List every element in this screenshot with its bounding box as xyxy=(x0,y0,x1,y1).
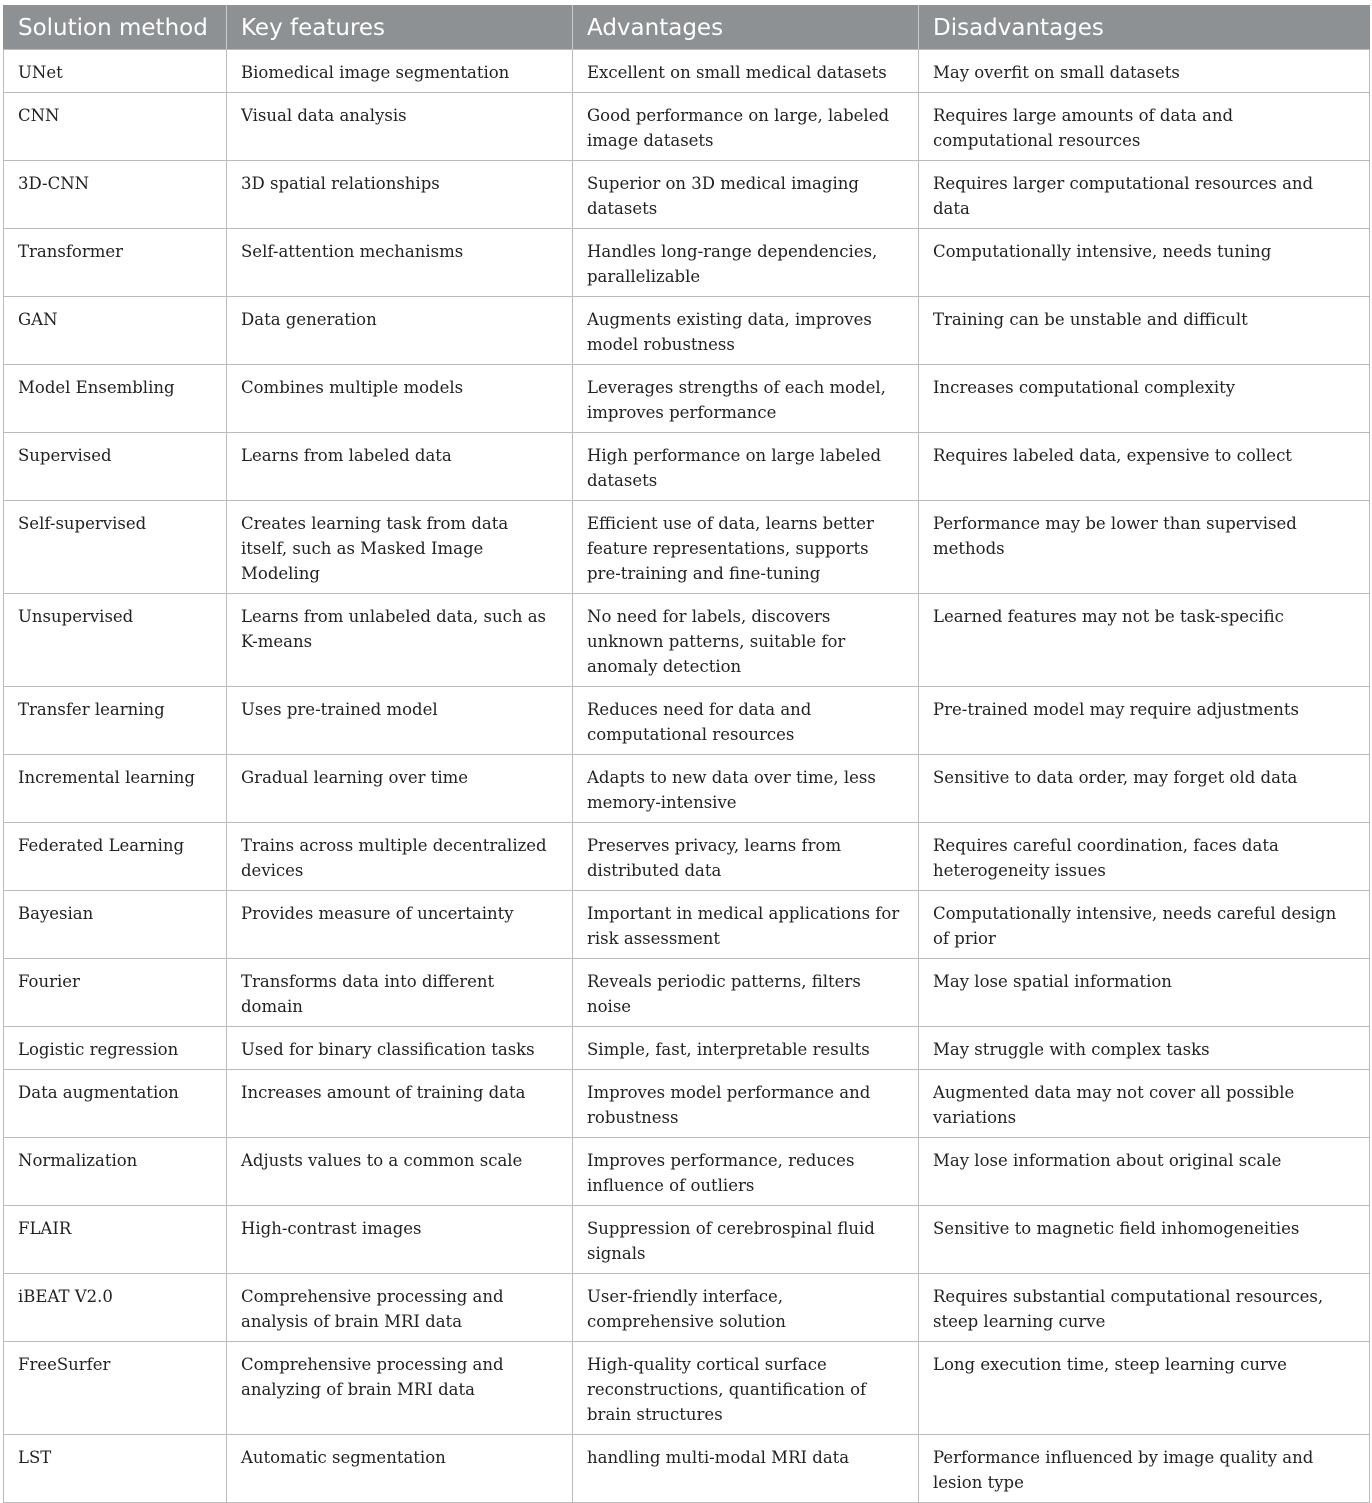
cell-key-features: Comprehensive processing and analyzing of brain MRI data xyxy=(227,1342,573,1435)
table-body xyxy=(4,50,1370,1503)
table-row xyxy=(4,959,1370,1027)
cell-key-features: Learns from unlabeled data, such as K-means xyxy=(227,594,573,687)
cell-disadvantages: Requires large amounts of data and computational resources xyxy=(919,93,1370,161)
table-header xyxy=(4,5,1370,50)
cell-advantages: Efficient use of data, learns better feature representations, supports pre-training and fine-tuning xyxy=(573,501,919,594)
comparison-table-container xyxy=(3,5,1369,1503)
table-row xyxy=(4,594,1370,687)
cell-advantages: Excellent on small medical datasets xyxy=(573,50,919,93)
solution-methods-table xyxy=(3,5,1370,1503)
cell-advantages: Good performance on large, labeled image datasets xyxy=(573,93,919,161)
cell-solution-method: Logistic regression xyxy=(4,1027,227,1070)
cell-disadvantages: Pre-trained model may require adjustments xyxy=(919,687,1370,755)
cell-solution-method: Transformer xyxy=(4,229,227,297)
table-row xyxy=(4,433,1370,501)
cell-solution-method: LST xyxy=(4,1435,227,1503)
cell-solution-method: Transfer learning xyxy=(4,687,227,755)
cell-solution-method: FreeSurfer xyxy=(4,1342,227,1435)
table-row xyxy=(4,50,1370,93)
cell-solution-method: CNN xyxy=(4,93,227,161)
cell-disadvantages: Learned features may not be task-specific xyxy=(919,594,1370,687)
cell-disadvantages: Performance may be lower than supervised methods xyxy=(919,501,1370,594)
cell-solution-method: iBEAT V2.0 xyxy=(4,1274,227,1342)
cell-solution-method: Normalization xyxy=(4,1138,227,1206)
cell-solution-method: Supervised xyxy=(4,433,227,501)
cell-disadvantages: Augmented data may not cover all possible variations xyxy=(919,1070,1370,1138)
cell-disadvantages: May overfit on small datasets xyxy=(919,50,1370,93)
table-row xyxy=(4,755,1370,823)
cell-advantages: Preserves privacy, learns from distributed data xyxy=(573,823,919,891)
cell-disadvantages: May lose information about original scale xyxy=(919,1138,1370,1206)
cell-solution-method: Federated Learning xyxy=(4,823,227,891)
cell-key-features: Used for binary classification tasks xyxy=(227,1027,573,1070)
cell-disadvantages: Computationally intensive, needs careful design of prior xyxy=(919,891,1370,959)
header-row xyxy=(4,5,1370,50)
cell-key-features: Combines multiple models xyxy=(227,365,573,433)
cell-key-features: Biomedical image segmentation xyxy=(227,50,573,93)
cell-advantages: Superior on 3D medical imaging datasets xyxy=(573,161,919,229)
table-row xyxy=(4,1027,1370,1070)
table-row xyxy=(4,687,1370,755)
cell-key-features: Gradual learning over time xyxy=(227,755,573,823)
cell-key-features: Uses pre-trained model xyxy=(227,687,573,755)
cell-solution-method: GAN xyxy=(4,297,227,365)
table-row xyxy=(4,161,1370,229)
cell-solution-method: Unsupervised xyxy=(4,594,227,687)
table-row xyxy=(4,1206,1370,1274)
cell-key-features: Trains across multiple decentralized devices xyxy=(227,823,573,891)
cell-solution-method: Self-supervised xyxy=(4,501,227,594)
cell-key-features: Learns from labeled data xyxy=(227,433,573,501)
cell-advantages: Important in medical applications for risk assessment xyxy=(573,891,919,959)
cell-advantages: Reveals periodic patterns, filters noise xyxy=(573,959,919,1027)
cell-key-features: Comprehensive processing and analysis of brain MRI data xyxy=(227,1274,573,1342)
table-row xyxy=(4,93,1370,161)
cell-solution-method: UNet xyxy=(4,50,227,93)
cell-advantages: Handles long-range dependencies, parallelizable xyxy=(573,229,919,297)
cell-advantages: Augments existing data, improves model robustness xyxy=(573,297,919,365)
cell-key-features: Provides measure of uncertainty xyxy=(227,891,573,959)
cell-disadvantages: Requires labeled data, expensive to collect xyxy=(919,433,1370,501)
cell-solution-method: Fourier xyxy=(4,959,227,1027)
table-row xyxy=(4,1274,1370,1342)
cell-disadvantages: Requires careful coordination, faces data heterogeneity issues xyxy=(919,823,1370,891)
table-row xyxy=(4,501,1370,594)
table-row xyxy=(4,1070,1370,1138)
cell-disadvantages: Sensitive to magnetic field inhomogeneities xyxy=(919,1206,1370,1274)
cell-solution-method: Model Ensembling xyxy=(4,365,227,433)
cell-key-features: High-contrast images xyxy=(227,1206,573,1274)
cell-solution-method: Data augmentation xyxy=(4,1070,227,1138)
cell-disadvantages: Long execution time, steep learning curve xyxy=(919,1342,1370,1435)
table-row xyxy=(4,1342,1370,1435)
cell-advantages: High performance on large labeled datasets xyxy=(573,433,919,501)
cell-advantages: Adapts to new data over time, less memory-intensive xyxy=(573,755,919,823)
cell-disadvantages: Training can be unstable and difficult xyxy=(919,297,1370,365)
cell-disadvantages: Sensitive to data order, may forget old data xyxy=(919,755,1370,823)
table-row xyxy=(4,297,1370,365)
cell-advantages: Improves performance, reduces influence of outliers xyxy=(573,1138,919,1206)
cell-disadvantages: May lose spatial information xyxy=(919,959,1370,1027)
cell-key-features: Creates learning task from data itself, such as Masked Image Modeling xyxy=(227,501,573,594)
cell-disadvantages: Computationally intensive, needs tuning xyxy=(919,229,1370,297)
header-disadvantages: Disadvantages xyxy=(919,5,1370,50)
cell-advantages: Simple, fast, interpretable results xyxy=(573,1027,919,1070)
table-row xyxy=(4,823,1370,891)
cell-solution-method: FLAIR xyxy=(4,1206,227,1274)
cell-advantages: handling multi-modal MRI data xyxy=(573,1435,919,1503)
cell-advantages: High-quality cortical surface reconstructions, quantification of brain structures xyxy=(573,1342,919,1435)
cell-key-features: Adjusts values to a common scale xyxy=(227,1138,573,1206)
cell-advantages: Improves model performance and robustness xyxy=(573,1070,919,1138)
cell-key-features: Data generation xyxy=(227,297,573,365)
cell-disadvantages: Increases computational complexity xyxy=(919,365,1370,433)
table-row xyxy=(4,1138,1370,1206)
header-solution-method: Solution method xyxy=(4,5,227,50)
cell-solution-method: Incremental learning xyxy=(4,755,227,823)
cell-disadvantages: Requires larger computational resources and data xyxy=(919,161,1370,229)
header-advantages: Advantages xyxy=(573,5,919,50)
cell-solution-method: Bayesian xyxy=(4,891,227,959)
table-row xyxy=(4,1435,1370,1503)
cell-disadvantages: May struggle with complex tasks xyxy=(919,1027,1370,1070)
cell-disadvantages: Requires substantial computational resources, steep learning curve xyxy=(919,1274,1370,1342)
cell-key-features: Increases amount of training data xyxy=(227,1070,573,1138)
header-key-features: Key features xyxy=(227,5,573,50)
cell-key-features: 3D spatial relationships xyxy=(227,161,573,229)
cell-advantages: Leverages strengths of each model, improves performance xyxy=(573,365,919,433)
cell-key-features: Automatic segmentation xyxy=(227,1435,573,1503)
cell-disadvantages: Performance influenced by image quality and lesion type xyxy=(919,1435,1370,1503)
cell-key-features: Transforms data into different domain xyxy=(227,959,573,1027)
cell-key-features: Visual data analysis xyxy=(227,93,573,161)
cell-advantages: Reduces need for data and computational resources xyxy=(573,687,919,755)
cell-advantages: No need for labels, discovers unknown patterns, suitable for anomaly detection xyxy=(573,594,919,687)
cell-advantages: Suppression of cerebrospinal fluid signals xyxy=(573,1206,919,1274)
cell-key-features: Self-attention mechanisms xyxy=(227,229,573,297)
table-row xyxy=(4,365,1370,433)
cell-solution-method: 3D-CNN xyxy=(4,161,227,229)
cell-advantages: User-friendly interface, comprehensive solution xyxy=(573,1274,919,1342)
table-row xyxy=(4,229,1370,297)
table-row xyxy=(4,891,1370,959)
